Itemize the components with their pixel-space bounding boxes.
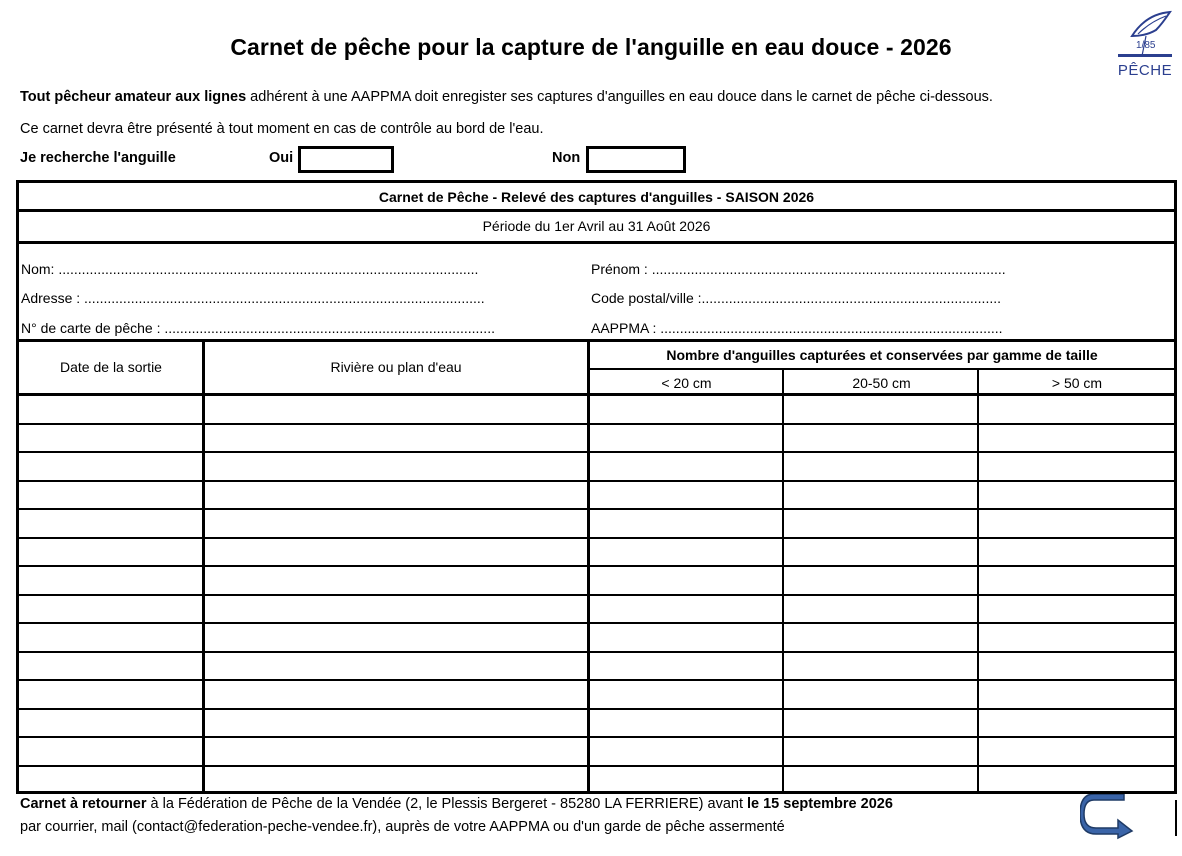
cell-small[interactable] — [590, 539, 782, 568]
cell-date[interactable] — [19, 453, 202, 482]
logo-brand: PÊCHE — [1117, 62, 1173, 79]
table-row — [19, 596, 1174, 625]
cell-large[interactable] — [980, 482, 1174, 511]
cell-date[interactable] — [19, 510, 202, 539]
fish-logo-icon — [1112, 6, 1178, 62]
footer-line-1 — [20, 796, 893, 812]
cell-river[interactable] — [205, 539, 587, 568]
cell-large[interactable] — [980, 396, 1174, 425]
cell-small[interactable] — [590, 596, 782, 625]
cell-date[interactable] — [19, 596, 202, 625]
footer-mid: à la Fédération de Pêche de la Vendée (2, le Plessis Bergeret - 85280 LA FERRIERE) avant — [146, 796, 747, 812]
cell-medium[interactable] — [785, 681, 977, 710]
cell-date[interactable] — [19, 425, 202, 454]
table-row — [19, 396, 1174, 425]
cell-small[interactable] — [590, 624, 782, 653]
page-title: Carnet de pêche pour la capture de l'anguille en eau douce - 2026 — [230, 34, 952, 60]
intro-rest: adhérent à une AAPPMA doit enregister ses captures d'anguilles en eau douce dans le carnet de pêche ci-dessous. — [246, 89, 993, 105]
cell-large[interactable] — [980, 453, 1174, 482]
cell-date[interactable] — [19, 624, 202, 653]
form-header: Carnet de Pêche - Relevé des captures d'anguilles - SAISON 2026 — [378, 189, 815, 205]
cell-river[interactable] — [205, 681, 587, 710]
footer-bold-1: Carnet à retourner — [20, 796, 147, 812]
cell-river[interactable] — [205, 425, 587, 454]
cell-medium[interactable] — [785, 738, 977, 767]
catch-record-form — [16, 180, 1177, 794]
cell-river[interactable] — [205, 653, 587, 682]
cell-river[interactable] — [205, 396, 587, 425]
table-row — [19, 567, 1174, 596]
cell-river[interactable] — [205, 482, 587, 511]
intro-line-2: Ce carnet devra être présenté à tout moment en cas de contrôle au bord de l'eau. — [20, 121, 544, 137]
cell-small[interactable] — [590, 510, 782, 539]
cell-large[interactable] — [980, 681, 1174, 710]
cell-date[interactable] — [19, 738, 202, 767]
cell-medium[interactable] — [785, 767, 977, 796]
cell-small[interactable] — [590, 453, 782, 482]
cell-large[interactable] — [980, 567, 1174, 596]
cell-small[interactable] — [590, 710, 782, 739]
footer-line-2: par courrier, mail (contact@federation-peche-vendee.fr), auprès de votre AAPPMA ou d'un garde de pêche assermenté — [20, 819, 785, 835]
cell-medium[interactable] — [785, 539, 977, 568]
cell-large[interactable] — [980, 624, 1174, 653]
federation-logo — [1112, 6, 1178, 82]
table-row — [19, 482, 1174, 511]
table-row — [19, 653, 1174, 682]
table-row — [19, 539, 1174, 568]
cell-small[interactable] — [590, 681, 782, 710]
cell-small[interactable] — [590, 567, 782, 596]
cell-medium[interactable] — [785, 482, 977, 511]
intro-line-1 — [20, 89, 993, 105]
cell-small[interactable] — [590, 767, 782, 796]
cell-medium[interactable] — [785, 596, 977, 625]
firstname-field[interactable]: Prénom : ........................................................................................... — [591, 261, 1006, 277]
logo-number: 1/85 — [1136, 40, 1156, 51]
cell-large[interactable] — [980, 596, 1174, 625]
col-date-header: Date de la sortie — [60, 359, 162, 375]
cell-medium[interactable] — [785, 710, 977, 739]
return-arrow-icon — [1080, 794, 1140, 840]
edge-divider — [1175, 800, 1177, 836]
cell-medium[interactable] — [785, 396, 977, 425]
table-row — [19, 624, 1174, 653]
cell-large[interactable] — [980, 653, 1174, 682]
col-river-header: Rivière ou plan d'eau — [330, 359, 462, 375]
cell-large[interactable] — [980, 767, 1174, 796]
cell-large[interactable] — [980, 710, 1174, 739]
cell-river[interactable] — [205, 453, 587, 482]
cell-river[interactable] — [205, 624, 587, 653]
address-field[interactable]: Adresse : ....................................................................................................... — [21, 290, 485, 306]
no-label: Non — [552, 150, 581, 166]
size-group-header: Nombre d'anguilles capturées et conservées par gamme de taille — [666, 347, 1098, 363]
cell-river[interactable] — [205, 710, 587, 739]
table-row — [19, 425, 1174, 454]
size-header-small: < 20 cm — [661, 375, 712, 391]
cell-date[interactable] — [19, 396, 202, 425]
size-header-large: > 50 cm — [1051, 375, 1103, 391]
cell-medium[interactable] — [785, 425, 977, 454]
cell-small[interactable] — [590, 396, 782, 425]
card-field[interactable]: N° de carte de pêche : ..................................................................................... — [21, 320, 495, 336]
size-header-medium: 20-50 cm — [852, 375, 911, 391]
cell-medium[interactable] — [785, 567, 977, 596]
table-row — [19, 681, 1174, 710]
cell-large[interactable] — [980, 425, 1174, 454]
cell-large[interactable] — [980, 510, 1174, 539]
cell-river[interactable] — [205, 596, 587, 625]
search-label: Je recherche l'anguille — [20, 150, 176, 166]
cell-large[interactable] — [980, 539, 1174, 568]
aappma-field[interactable]: AAPPMA : ........................................................................................ — [591, 320, 1003, 336]
intro-bold-lead: Tout pêcheur amateur aux lignes — [20, 89, 247, 105]
cell-small[interactable] — [590, 653, 782, 682]
footer-bold-2: le 15 septembre 2026 — [747, 796, 893, 812]
cell-small[interactable] — [590, 425, 782, 454]
cell-date[interactable] — [19, 567, 202, 596]
cell-river[interactable] — [205, 767, 587, 796]
cell-medium[interactable] — [785, 653, 977, 682]
no-checkbox[interactable] — [586, 146, 686, 173]
cell-medium[interactable] — [785, 453, 977, 482]
yes-label: Oui — [269, 150, 294, 166]
table-row — [19, 510, 1174, 539]
cell-large[interactable] — [980, 738, 1174, 767]
cell-date[interactable] — [19, 681, 202, 710]
table-row — [19, 710, 1174, 739]
yes-checkbox[interactable] — [298, 146, 394, 173]
table-row — [19, 738, 1174, 767]
name-field[interactable]: Nom: ............................................................................................................ — [21, 261, 479, 277]
cell-river[interactable] — [205, 738, 587, 767]
cell-medium[interactable] — [785, 510, 977, 539]
cell-date[interactable] — [19, 710, 202, 739]
cell-medium[interactable] — [785, 624, 977, 653]
cell-small[interactable] — [590, 482, 782, 511]
table-row — [19, 453, 1174, 482]
cell-date[interactable] — [19, 653, 202, 682]
table-row — [19, 767, 1174, 796]
form-period: Période du 1er Avril au 31 Août 2026 — [482, 218, 711, 234]
cell-date[interactable] — [19, 767, 202, 796]
cell-river[interactable] — [205, 567, 587, 596]
cell-river[interactable] — [205, 510, 587, 539]
cell-date[interactable] — [19, 482, 202, 511]
cell-small[interactable] — [590, 738, 782, 767]
postal-field[interactable]: Code postal/ville :............................................................................. — [591, 290, 1002, 306]
cell-date[interactable] — [19, 539, 202, 568]
